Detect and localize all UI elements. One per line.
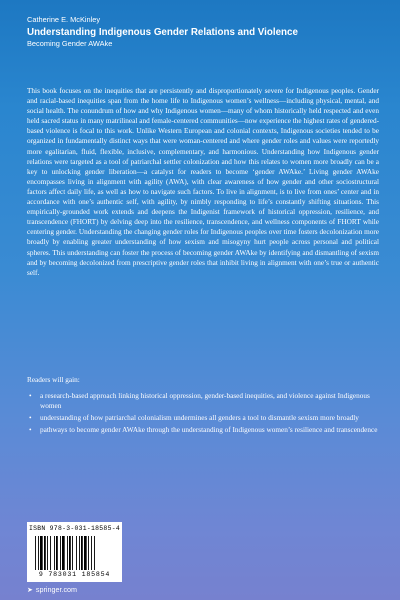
list-item xyxy=(27,413,379,423)
publisher-link[interactable] xyxy=(27,585,77,594)
readers-gain-section xyxy=(27,375,379,437)
book-title: Understanding Indigenous Gender Relations and Violence xyxy=(27,27,298,38)
bullet-icon: • xyxy=(29,414,32,423)
list-item-text: a research-based approach linking historical oppression, gender-based inequities, and violence against Indigenous women xyxy=(40,392,370,411)
book-subtitle: Becoming Gender AWAke xyxy=(27,39,113,48)
arrow-icon: ➤ xyxy=(27,586,33,594)
cover-header xyxy=(27,15,387,49)
bullet-icon: • xyxy=(29,392,32,401)
barcode-digits: 9 783031 185854 xyxy=(38,571,111,578)
isbn-label: ISBN 978-3-031-18585-4 xyxy=(29,525,120,532)
readers-gain-heading: Readers will gain: xyxy=(27,376,80,384)
author-name: Catherine E. McKinley xyxy=(27,15,101,24)
list-item xyxy=(27,391,379,411)
bullet-icon: • xyxy=(29,426,32,435)
list-item-text: understanding of how patriarchal colonialism undermines all genders a tool to dismantle sexism more broadly xyxy=(40,414,359,423)
book-description: This book focuses on the inequities that are persistently and disproportionately severe for Indigenous peoples. Gender and racial-based inequities span from the home life to Indigenous women’s wellness—including physical, mental, and social health. The conundrum of how and why Indigenous women—many of whom historically held respected and even held sacred status in many matrilineal and female-centered communities—now experience the highest rates of gendered-based violence is focal to this work. Unlike Western European and colonial contexts, Indigenous societies tended to be organized in fundamentally distinct ways that were woman-centered and where gender roles and values were reportedly more egalitarian, fluid, flexible, inclusive, complementary, and harmonious. Understanding how Indigenous gender relations were targeted as a tool of patriarchal settler colonization and how this relates to women more broadly can be a key to unlocking gender liberation—a catalyst for readers to become ‘gender AWAke.’ Living gender AWAke encompasses living in alignment with agility (AWA), with clear awareness of how gender and other sociostructural factors affect daily life, as well as how to navigate such factors. To live in alignment, is to live from ones’ center and in accordance with one’s authentic self, with agility, by nimbly responding to life’s constantly shifting situations. This empirically-grounded work extends and deepens the Indigenist framework of historical oppression, resilience, and transcendence (FHORT) by delving deep into the resilience, transcendence, and wellness components of FHORT while centering gender. Understanding the changing gender roles for Indigenous peoples over time fosters decolonization more broadly by enabling greater understanding of how sexism and misogyny hurt people across personal and political spheres. This understanding can foster the process of becoming gender AWAke by identifying and dismantling of sexism and by becoming decolonized from prescriptive gender roles that inhibit living in alignment with one’s true or authentic self. xyxy=(27,87,379,277)
list-item-text: pathways to become gender AWAke through the understanding of Indigenous women’s resilience and transcendence xyxy=(40,426,378,435)
barcode-box xyxy=(27,522,122,582)
barcode-icon xyxy=(34,536,115,570)
publisher-url: springer.com xyxy=(35,585,78,594)
readers-gain-list xyxy=(27,391,379,435)
list-item xyxy=(27,425,379,435)
